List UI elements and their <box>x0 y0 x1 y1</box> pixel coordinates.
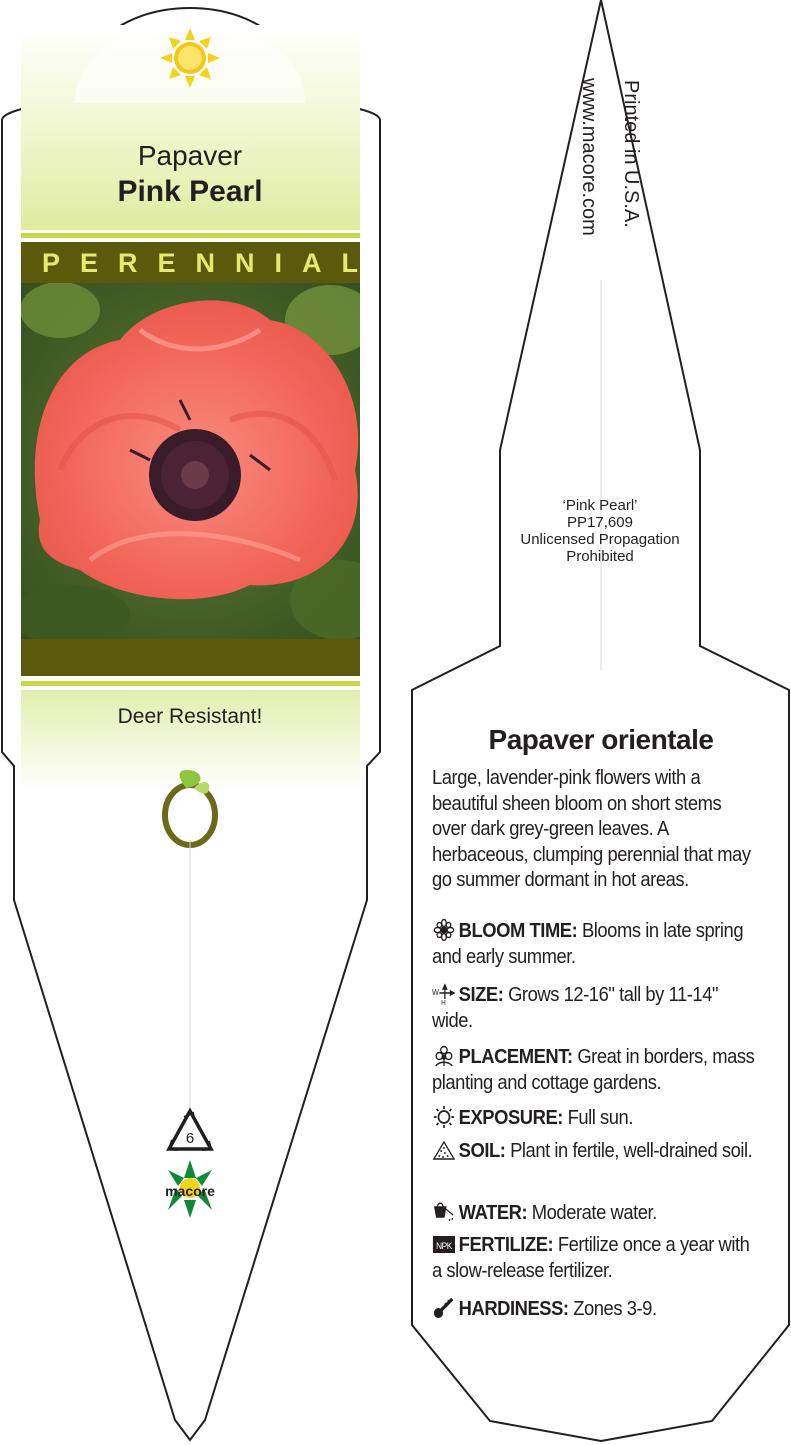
brand-name: macore <box>165 1183 215 1199</box>
care-label: WATER: <box>458 1202 528 1224</box>
care-bloom <box>432 919 763 970</box>
feature-text: Deer Resistant! <box>117 705 263 728</box>
patent-line: Prohibited <box>566 548 634 565</box>
svg-text:NPK: NPK <box>436 1240 452 1252</box>
description: Large, lavender-pink flowers with a beautiful sheen bloom on short stems over dark grey-green leaves. A herbaceous, clumping perennial that may go summer dormant in hot areas. <box>432 767 751 891</box>
care-label: BLOOM TIME: <box>458 920 578 942</box>
soil-icon <box>432 1139 456 1161</box>
flower-icon <box>432 919 456 941</box>
care-label: PLACEMENT: <box>458 1046 573 1068</box>
recycle-code: 6 <box>185 1130 195 1147</box>
care-text: Fertilize once a year with a slow-release fertilizer. <box>432 1234 750 1282</box>
care-text: Full sun. <box>567 1107 633 1129</box>
sun-logo-icon <box>160 28 220 88</box>
care-fertilize <box>432 1233 763 1284</box>
care-text: Great in borders, mass planting and cottage gardens. <box>432 1046 755 1094</box>
care-text: Moderate water. <box>531 1202 657 1224</box>
care-water <box>432 1201 763 1227</box>
website: www.macore.com <box>578 78 600 236</box>
care-text: Blooms in late spring and early summer. <box>432 920 744 968</box>
printed-in: Printed in U.S.A. <box>620 80 642 228</box>
sun-icon <box>432 1106 456 1128</box>
patent-notice <box>500 497 700 565</box>
care-label: SOIL: <box>458 1140 506 1162</box>
care-text: Zones 3-9. <box>573 1298 657 1320</box>
placement-icon <box>432 1045 456 1067</box>
patent-line: Unlicensed Propagation <box>520 531 680 548</box>
npk-icon <box>432 1233 456 1255</box>
care-hardiness <box>432 1297 763 1323</box>
care-exposure <box>432 1106 763 1132</box>
thermometer-icon <box>432 1297 456 1319</box>
care-label: EXPOSURE: <box>458 1107 563 1129</box>
care-soil <box>432 1139 763 1165</box>
plant-cultivar: Pink Pearl <box>117 175 263 208</box>
care-text: Grows 12-16" tall by 11-14" wide. <box>432 984 719 1032</box>
category-label: PERENNIAL <box>42 248 379 278</box>
care-placement <box>432 1045 763 1096</box>
patent-line: ‘Pink Pearl’ <box>562 497 638 514</box>
species-name: Papaver orientale <box>488 724 714 755</box>
svg-text:W: W <box>432 987 439 998</box>
svg-text:H: H <box>441 999 446 1005</box>
watering-can-icon <box>432 1201 456 1223</box>
poppy-photo <box>10 282 390 645</box>
size-icon <box>432 983 456 1005</box>
care-size <box>432 983 763 1034</box>
plant-genus: Papaver <box>137 140 243 171</box>
care-text: Plant in fertile, well-drained soil. <box>510 1140 753 1162</box>
care-label: FERTILIZE: <box>458 1234 554 1256</box>
care-label: SIZE: <box>458 984 504 1006</box>
care-label: HARDINESS: <box>458 1298 569 1320</box>
patent-line: PP17,609 <box>567 514 633 531</box>
